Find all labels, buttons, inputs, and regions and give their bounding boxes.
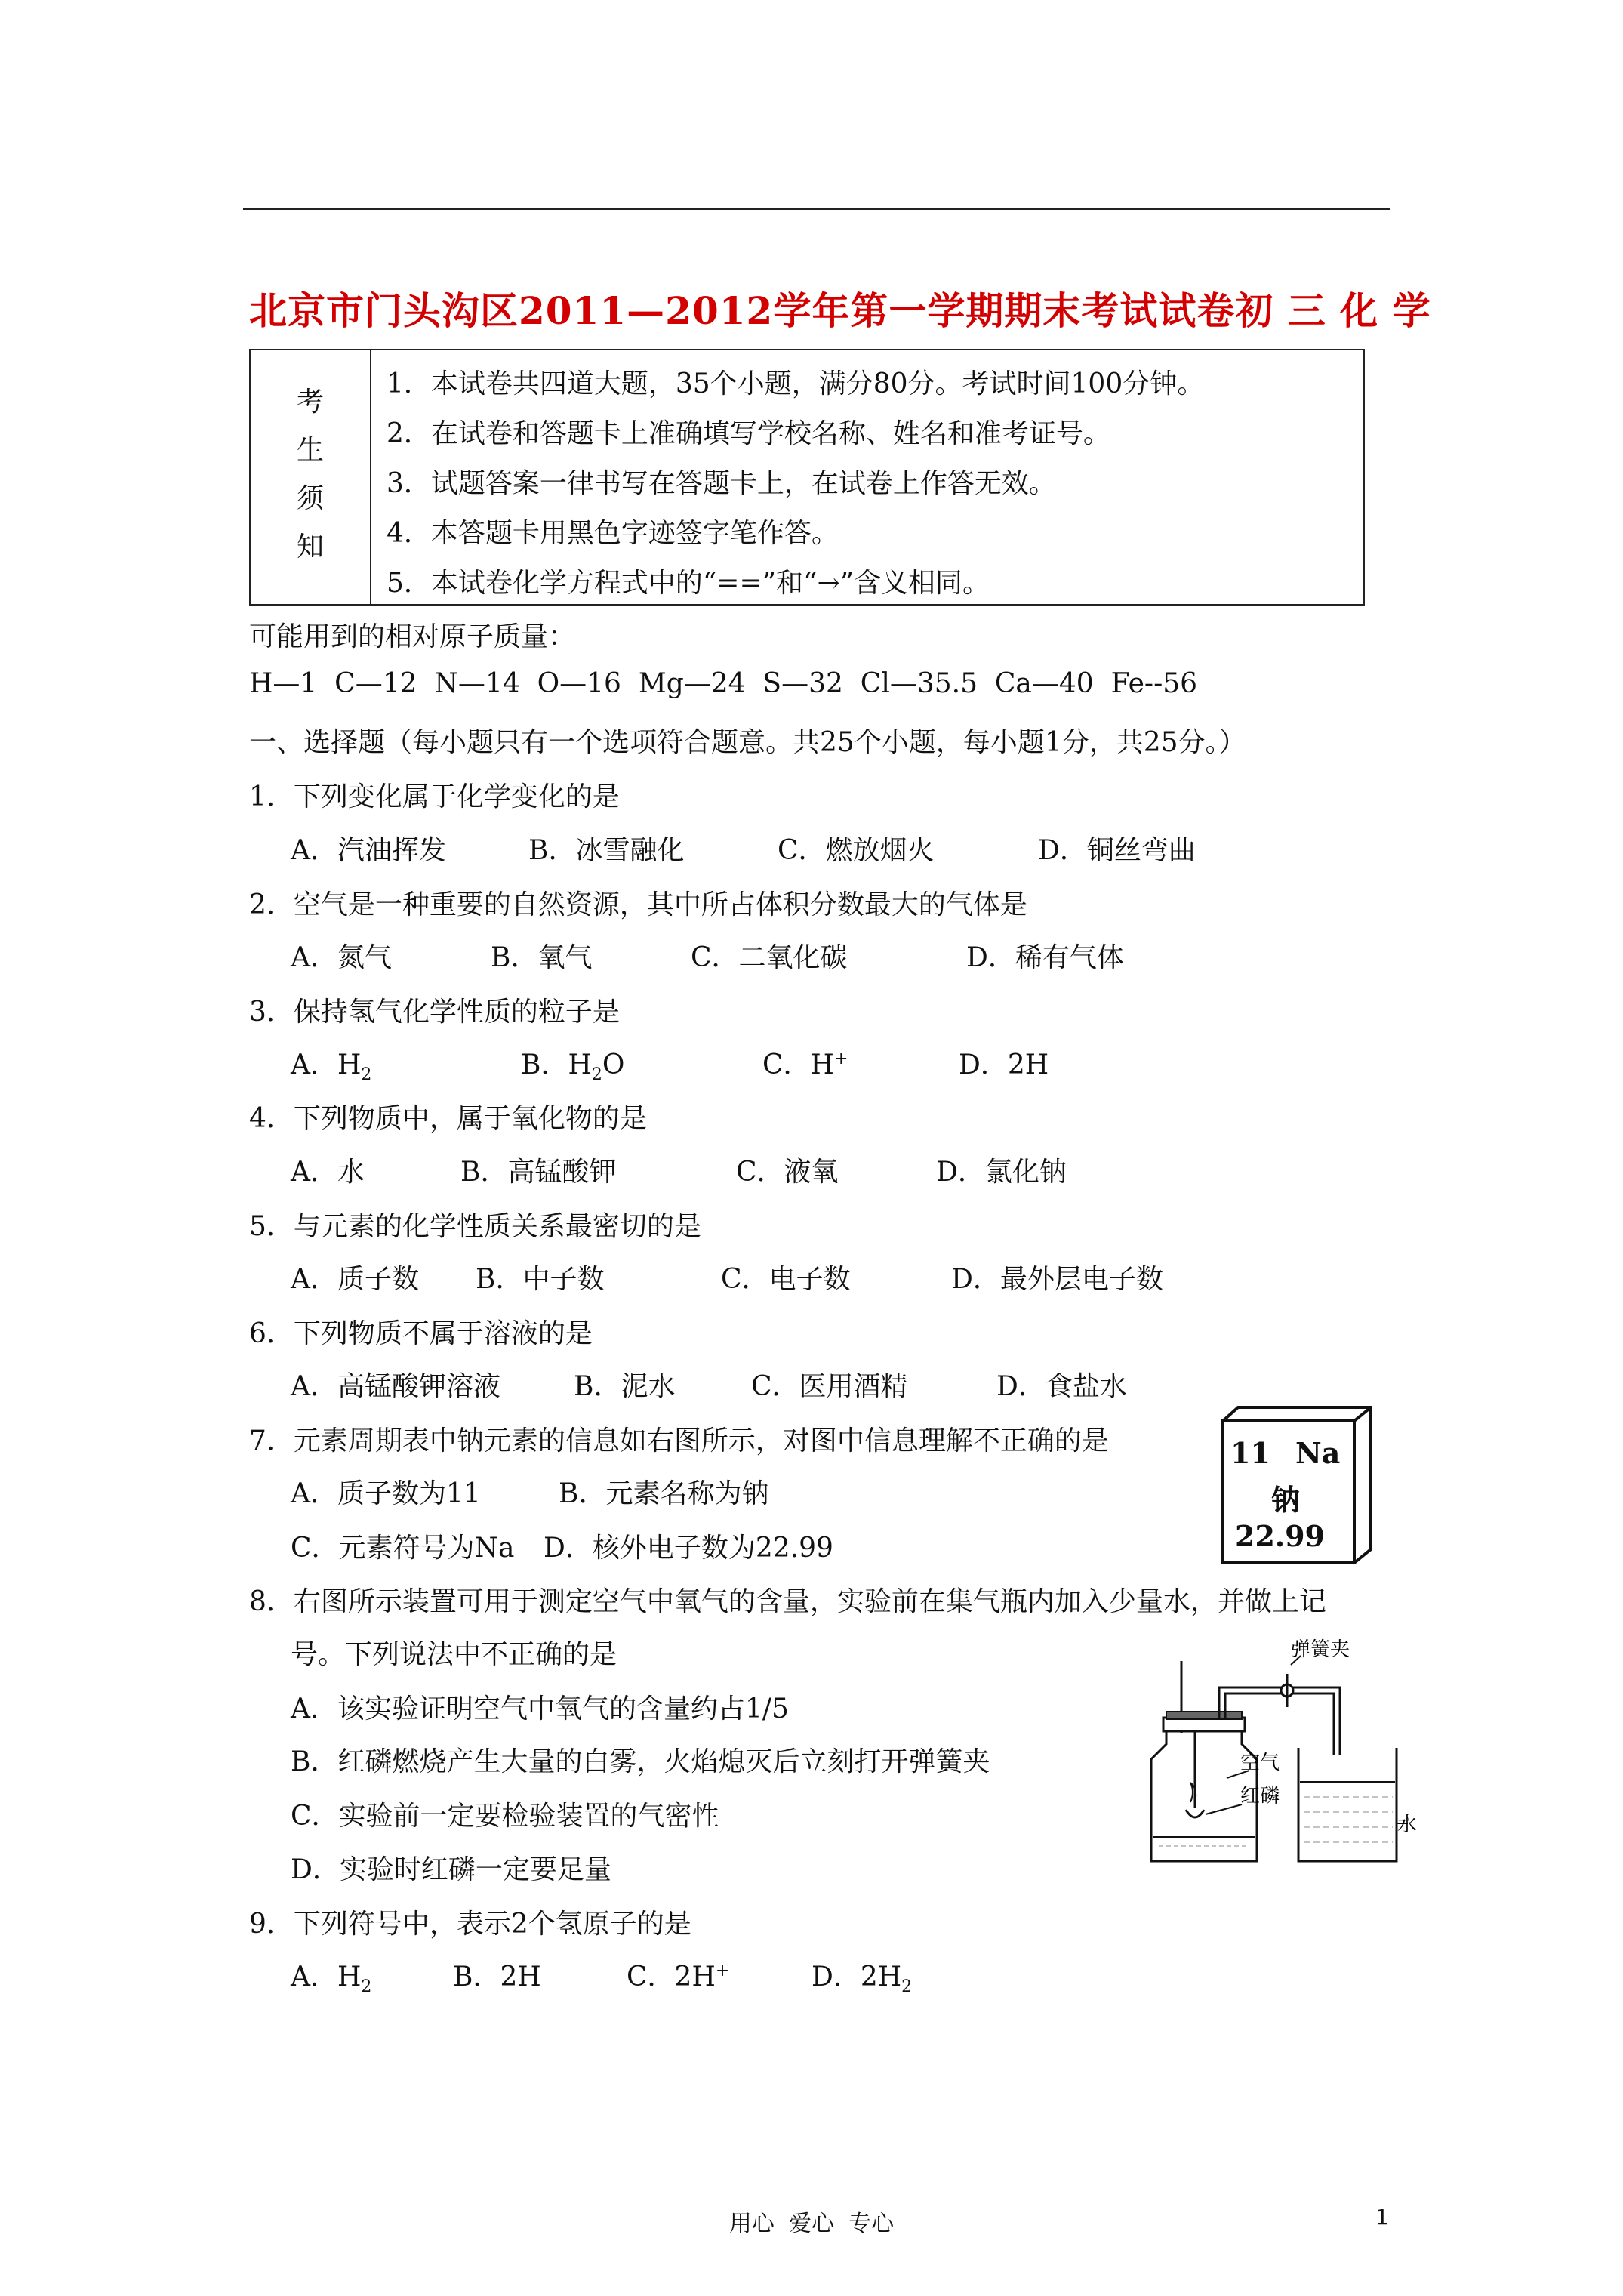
notice-side-char: 考	[296, 387, 324, 418]
element-symbol: Na	[1295, 1436, 1341, 1470]
q1-option-a: A．汽油挥发	[291, 835, 446, 866]
oxygen-apparatus-diagram	[1136, 1635, 1419, 1876]
q8-option-b: B．红磷燃烧产生大量的白雾，火焰熄灭后立刻打开弹簧夹	[291, 1746, 990, 1777]
notice-side-char: 生	[296, 435, 324, 466]
q8-option-d: D．实验时红磷一定要足量	[291, 1854, 611, 1885]
question-3-stem: 3．保持氢气化学性质的粒子是	[249, 997, 620, 1028]
q1-option-d: D．铜丝弯曲	[1038, 835, 1196, 866]
q1-option-c: C．燃放烟火	[778, 835, 935, 866]
q7-option-a: A．质子数为11	[291, 1478, 481, 1509]
q9-option-d: D．$2H_2$	[812, 1962, 913, 1997]
notice-item: 2．在试卷和答题卡上准确填写学校名称、姓名和准考证号。	[387, 418, 1110, 449]
q3-option-b: B．$H_2O$	[521, 1049, 625, 1085]
question-5-stem: 5．与元素的化学性质关系最密切的是	[249, 1211, 701, 1242]
q8-option-a: A．该实验证明空气中氧气的含量约占1/5	[291, 1693, 789, 1724]
element-name: 钠	[1271, 1483, 1301, 1517]
label-air: 空气	[1240, 1752, 1280, 1774]
q3-option-c: C．H+	[762, 1049, 848, 1080]
question-7-stem: 7．元素周期表中钠元素的信息如右图所示，对图中信息理解不正确的是	[249, 1425, 1109, 1456]
notice-side-char: 须	[296, 483, 324, 514]
label-clamp: 弹簧夹	[1291, 1638, 1350, 1661]
question-9-stem: 9．下列符号中，表示2个氢原子的是	[249, 1909, 691, 1940]
q1-option-b: B．冰雪融化	[528, 835, 685, 866]
q4-option-a: A．水	[291, 1157, 365, 1188]
q6-option-d: D．食盐水	[996, 1371, 1127, 1402]
q9-option-b: B．2H	[453, 1962, 541, 1992]
q2-option-a: A．氮气	[291, 942, 392, 973]
notice-item: 1．本试卷共四道大题，35个小题，满分80分。考试时间100分钟。	[387, 368, 1205, 399]
q9-option-a: A．$H_2$	[291, 1962, 372, 1997]
q6-option-a: A．高锰酸钾溶液	[291, 1371, 500, 1402]
card-face	[1221, 1419, 1356, 1564]
q6-option-c: C．医用酒精	[751, 1371, 908, 1402]
header-rule	[243, 208, 1390, 210]
question-8-stem-line1: 8．右图所示装置可用于测定空气中氧气的含量，实验前在集气瓶内加入少量水，并做上记	[249, 1586, 1326, 1617]
section-heading: 一、选择题（每小题只有一个选项符合题意。共25个小题，每小题1分，共25分。）	[249, 727, 1246, 758]
sodium-element-card	[1221, 1406, 1372, 1564]
atomic-mass: 22.99	[1235, 1519, 1325, 1553]
q5-option-c: C．电子数	[721, 1264, 851, 1295]
notice-item: 5．本试卷化学方程式中的“==”和“→”含义相同。	[387, 568, 990, 599]
question-4-stem: 4．下列物质中，属于氧化物的是	[249, 1103, 647, 1134]
q7-option-d: D．核外电子数为22.99	[544, 1533, 833, 1564]
q2-option-d: D．稀有气体	[966, 942, 1124, 973]
atomic-mass-label: 可能用到的相对原子质量：	[249, 621, 576, 652]
q5-option-a: A．质子数	[291, 1264, 419, 1295]
label-water: 水	[1397, 1814, 1418, 1836]
question-8-stem-line2: 号。下列说法中不正确的是	[291, 1639, 617, 1670]
q4-option-b: B．高锰酸钾	[460, 1157, 617, 1188]
atomic-mass-values: H—1 C—12 N—14 O—16 Mg—24 S—32 Cl—35.5 Ca—40 Fe--56	[249, 668, 1198, 699]
q5-option-d: D．最外层电子数	[951, 1264, 1163, 1295]
page-number: 1	[1375, 2205, 1389, 2230]
notice-side-label	[251, 350, 371, 604]
notice-side-char: 知	[296, 532, 324, 562]
atomic-number: 11	[1230, 1436, 1270, 1470]
q4-option-d: D．氯化钠	[936, 1157, 1067, 1188]
notice-item: 3．试题答案一律书写在答题卡上，在试卷上作答无效。	[387, 468, 1056, 499]
q2-option-b: B．氧气	[491, 942, 593, 973]
question-2-stem: 2．空气是一种重要的自然资源，其中所占体积分数最大的气体是	[249, 889, 1027, 920]
question-1-stem: 1．下列变化属于化学变化的是	[249, 781, 620, 812]
page-title: 北京市门头沟区2011—2012学年第一学期期末考试试卷初 三 化 学	[249, 288, 1431, 333]
q3-option-d: D．2H	[959, 1049, 1049, 1080]
label-phosphorus: 红磷	[1240, 1785, 1280, 1808]
q3-option-a: A．$H_2$	[291, 1049, 372, 1085]
q4-option-c: C．液氧	[736, 1157, 839, 1188]
q8-option-c: C．实验前一定要检验装置的气密性	[291, 1801, 719, 1832]
q9-option-c: C．2H+	[627, 1962, 730, 1992]
q5-option-b: B．中子数	[476, 1264, 605, 1295]
notice-item: 4．本答题卡用黑色字迹签字笔作答。	[387, 518, 839, 549]
q2-option-c: C．二氧化碳	[691, 942, 848, 973]
exam-notice-box	[249, 349, 1365, 606]
q6-option-b: B．泥水	[574, 1371, 676, 1402]
q7-option-b: B．元素名称为钠	[559, 1478, 769, 1509]
q7-option-c: C．元素符号为Na	[291, 1533, 515, 1564]
footer-motto: 用心 爱心 专心	[728, 2211, 895, 2237]
question-6-stem: 6．下列物质不属于溶液的是	[249, 1318, 593, 1349]
